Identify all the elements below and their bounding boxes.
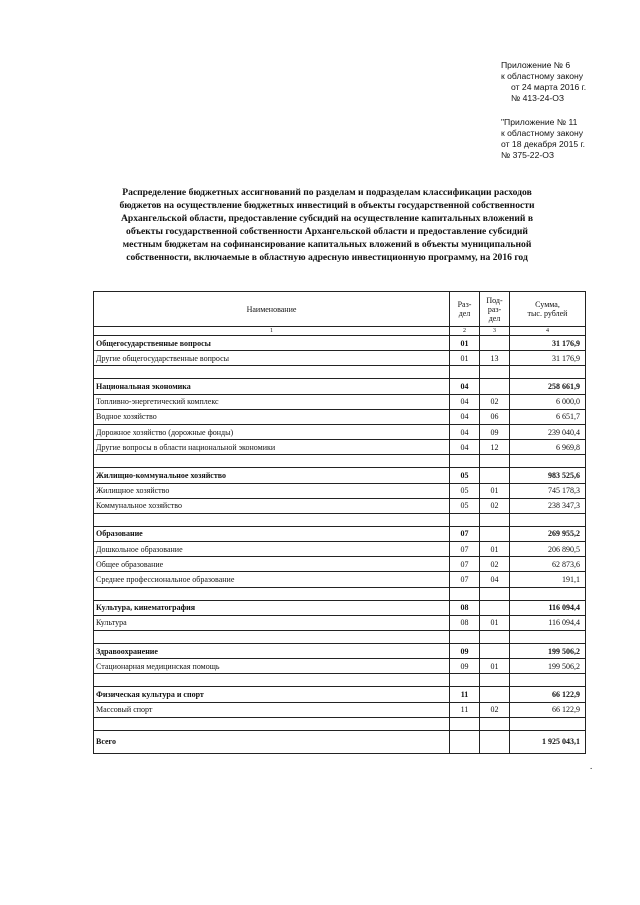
amount-cell: 745 178,3 (510, 483, 586, 498)
budget-table (93, 291, 586, 754)
row-name-cell: Стационарная медицинская помощь (94, 659, 450, 674)
appendix-number: "Приложение № 11 (501, 117, 578, 127)
subsection-code-cell: 09 (480, 424, 510, 439)
subsection-code-cell (480, 336, 510, 351)
empty-cell (510, 587, 586, 600)
amount-cell: 31 176,9 (510, 351, 586, 366)
amount-cell: 239 040,4 (510, 424, 586, 439)
empty-cell (510, 455, 586, 468)
closing-mark: . (590, 761, 593, 771)
header-subsection: Под- раз- дел (480, 292, 510, 327)
subsection-code-cell: 01 (480, 615, 510, 630)
amount-cell: 66 122,9 (510, 687, 586, 702)
empty-cell (94, 513, 450, 526)
column-number: 3 (480, 327, 510, 336)
empty-cell (450, 513, 480, 526)
subsection-code-cell (480, 600, 510, 615)
appendix-original-note (501, 117, 585, 161)
subsection-code-cell: 06 (480, 409, 510, 424)
section-row (94, 526, 586, 541)
appendix-law-ref: к областному закону (501, 128, 584, 138)
row-name-cell: Коммунальное хозяйство (94, 498, 450, 513)
section-code-cell: 01 (450, 336, 480, 351)
section-row (94, 336, 586, 351)
subsection-code-cell (480, 526, 510, 541)
amount-cell: 6 969,8 (510, 440, 586, 455)
section-code-cell: 11 (450, 687, 480, 702)
amount-cell: 191,1 (510, 572, 586, 587)
empty-cell (480, 587, 510, 600)
subsection-row (94, 424, 586, 439)
subsection-row (94, 615, 586, 630)
section-code-cell: 07 (450, 526, 480, 541)
subsection-code-cell: 12 (480, 440, 510, 455)
subsection-row (94, 498, 586, 513)
amount-cell: 983 525,6 (510, 468, 586, 483)
subsection-row (94, 351, 586, 366)
subsection-code-cell: 02 (480, 394, 510, 409)
amount-cell: 116 094,4 (510, 600, 586, 615)
empty-cell (450, 717, 480, 730)
section-row (94, 468, 586, 483)
title-line: объекты государственной собственности Архангельской области и предоставление субсидий (126, 226, 528, 237)
spacer-row (94, 631, 586, 644)
appendix-date: от 18 декабря 2015 г. (501, 139, 586, 149)
subsection-code-cell (480, 687, 510, 702)
section-code-cell: 07 (450, 542, 480, 557)
subsection-row (94, 557, 586, 572)
subsection-row (94, 394, 586, 409)
spacer-row (94, 366, 586, 379)
empty-cell (94, 366, 450, 379)
subsection-code-cell (480, 379, 510, 394)
row-name-cell: Топливно-энергетический комплекс (94, 394, 450, 409)
column-number: 1 (94, 327, 450, 336)
row-name-cell: Другие вопросы в области национальной экономики (94, 440, 450, 455)
section-code-cell: 11 (450, 702, 480, 717)
column-number: 2 (450, 327, 480, 336)
subsection-code-cell: 13 (480, 351, 510, 366)
amount-cell: 199 506,2 (510, 644, 586, 659)
row-name-cell: Национальная экономика (94, 379, 450, 394)
title-line: собственности, включаемые в областную адресную инвестиционную программу, на 2016 год (126, 252, 528, 263)
empty-cell (510, 674, 586, 687)
row-name-cell: Массовый спорт (94, 702, 450, 717)
empty-cell (480, 366, 510, 379)
spacer-row (94, 455, 586, 468)
row-name-cell: Всего (94, 730, 450, 753)
section-row (94, 379, 586, 394)
section-code-cell: 04 (450, 424, 480, 439)
subsection-code-cell: 02 (480, 498, 510, 513)
row-name-cell: Дорожное хозяйство (дорожные фонды) (94, 424, 450, 439)
section-code-cell: 05 (450, 483, 480, 498)
empty-cell (94, 631, 450, 644)
header-name: Наименование (94, 292, 450, 327)
empty-cell (450, 455, 480, 468)
amount-cell: 116 094,4 (510, 615, 586, 630)
row-name-cell: Физическая культура и спорт (94, 687, 450, 702)
appendix-law-number: № 413-24-ОЗ (511, 93, 565, 103)
empty-cell (94, 587, 450, 600)
title-line: местным бюджетам на софинансирование капитальных вложений в объекты муниципальной (122, 239, 532, 250)
section-code-cell: 04 (450, 440, 480, 455)
row-name-cell: Здравоохранение (94, 644, 450, 659)
row-name-cell: Культура, кинематография (94, 600, 450, 615)
row-name-cell: Образование (94, 526, 450, 541)
subsection-code-cell: 01 (480, 659, 510, 674)
empty-cell (450, 366, 480, 379)
subsection-code-cell: 02 (480, 557, 510, 572)
section-code-cell: 01 (450, 351, 480, 366)
table-body (94, 336, 586, 754)
title-line: Архангельской области, предоставление субсидий на осуществление капитальных вложений в (120, 213, 534, 224)
section-code-cell: 07 (450, 557, 480, 572)
section-code-cell (450, 730, 480, 753)
row-name-cell: Другие общегосударственные вопросы (94, 351, 450, 366)
empty-cell (510, 513, 586, 526)
empty-cell (450, 674, 480, 687)
amount-cell: 269 955,2 (510, 526, 586, 541)
appendix-number: Приложение № 6 (501, 60, 571, 70)
row-name-cell: Общегосударственные вопросы (94, 336, 450, 351)
spacer-row (94, 674, 586, 687)
table-header-row (94, 292, 586, 327)
amount-cell: 62 873,6 (510, 557, 586, 572)
empty-cell (94, 717, 450, 730)
section-code-cell: 05 (450, 468, 480, 483)
document-title (88, 186, 566, 264)
empty-cell (510, 717, 586, 730)
section-code-cell: 08 (450, 615, 480, 630)
section-code-cell: 08 (450, 600, 480, 615)
subsection-row (94, 702, 586, 717)
empty-cell (480, 455, 510, 468)
appendix-law-ref: к областному закону (501, 71, 584, 81)
subsection-code-cell: 02 (480, 702, 510, 717)
empty-cell (450, 587, 480, 600)
title-line: бюджетов на осуществление бюджетных инвестиций в объекты государственной собственности (119, 200, 535, 211)
section-code-cell: 09 (450, 644, 480, 659)
subsection-row (94, 440, 586, 455)
column-number: 4 (510, 327, 586, 336)
row-name-cell: Дошкольное образование (94, 542, 450, 557)
empty-cell (94, 455, 450, 468)
amount-cell: 6 651,7 (510, 409, 586, 424)
header-section: Раз- дел (450, 292, 480, 327)
amount-cell: 66 122,9 (510, 702, 586, 717)
amount-cell: 258 661,9 (510, 379, 586, 394)
section-code-cell: 05 (450, 498, 480, 513)
spacer-row (94, 587, 586, 600)
amount-cell: 1 925 043,1 (510, 730, 586, 753)
section-row (94, 600, 586, 615)
row-name-cell: Водное хозяйство (94, 409, 450, 424)
row-name-cell: Общее образование (94, 557, 450, 572)
empty-cell (94, 674, 450, 687)
section-row (94, 687, 586, 702)
amount-cell: 31 176,9 (510, 336, 586, 351)
section-code-cell: 04 (450, 379, 480, 394)
subsection-row (94, 483, 586, 498)
empty-cell (510, 366, 586, 379)
subsection-row (94, 659, 586, 674)
section-code-cell: 04 (450, 409, 480, 424)
section-code-cell: 07 (450, 572, 480, 587)
amount-cell: 238 347,3 (510, 498, 586, 513)
section-code-cell: 04 (450, 394, 480, 409)
subsection-code-cell (480, 644, 510, 659)
appendix-law-number: № 375-22-ОЗ (501, 150, 555, 160)
section-row (94, 644, 586, 659)
amount-cell: 199 506,2 (510, 659, 586, 674)
row-name-cell: Жилищное хозяйство (94, 483, 450, 498)
appendix-date: от 24 марта 2016 г. (511, 82, 587, 92)
empty-cell (480, 717, 510, 730)
header-amount: Сумма, тыс. рублей (510, 292, 586, 327)
section-code-cell: 09 (450, 659, 480, 674)
appendix-current-note (501, 60, 586, 104)
subsection-code-cell: 01 (480, 483, 510, 498)
amount-cell: 6 000,0 (510, 394, 586, 409)
empty-cell (480, 631, 510, 644)
title-line: Распределение бюджетных ассигнований по разделам и подразделам классификации расходов (122, 187, 532, 198)
subsection-code-cell (480, 468, 510, 483)
row-name-cell: Жилищно-коммунальное хозяйство (94, 468, 450, 483)
empty-cell (480, 674, 510, 687)
row-name-cell: Культура (94, 615, 450, 630)
amount-cell: 206 890,5 (510, 542, 586, 557)
subsection-row (94, 542, 586, 557)
column-number-row (94, 327, 586, 336)
subsection-row (94, 409, 586, 424)
row-name-cell: Среднее профессиональное образование (94, 572, 450, 587)
empty-cell (510, 631, 586, 644)
spacer-row (94, 717, 586, 730)
total-row (94, 730, 586, 753)
spacer-row (94, 513, 586, 526)
subsection-code-cell (480, 730, 510, 753)
empty-cell (480, 513, 510, 526)
subsection-code-cell: 01 (480, 542, 510, 557)
empty-cell (450, 631, 480, 644)
subsection-row (94, 572, 586, 587)
subsection-code-cell: 04 (480, 572, 510, 587)
